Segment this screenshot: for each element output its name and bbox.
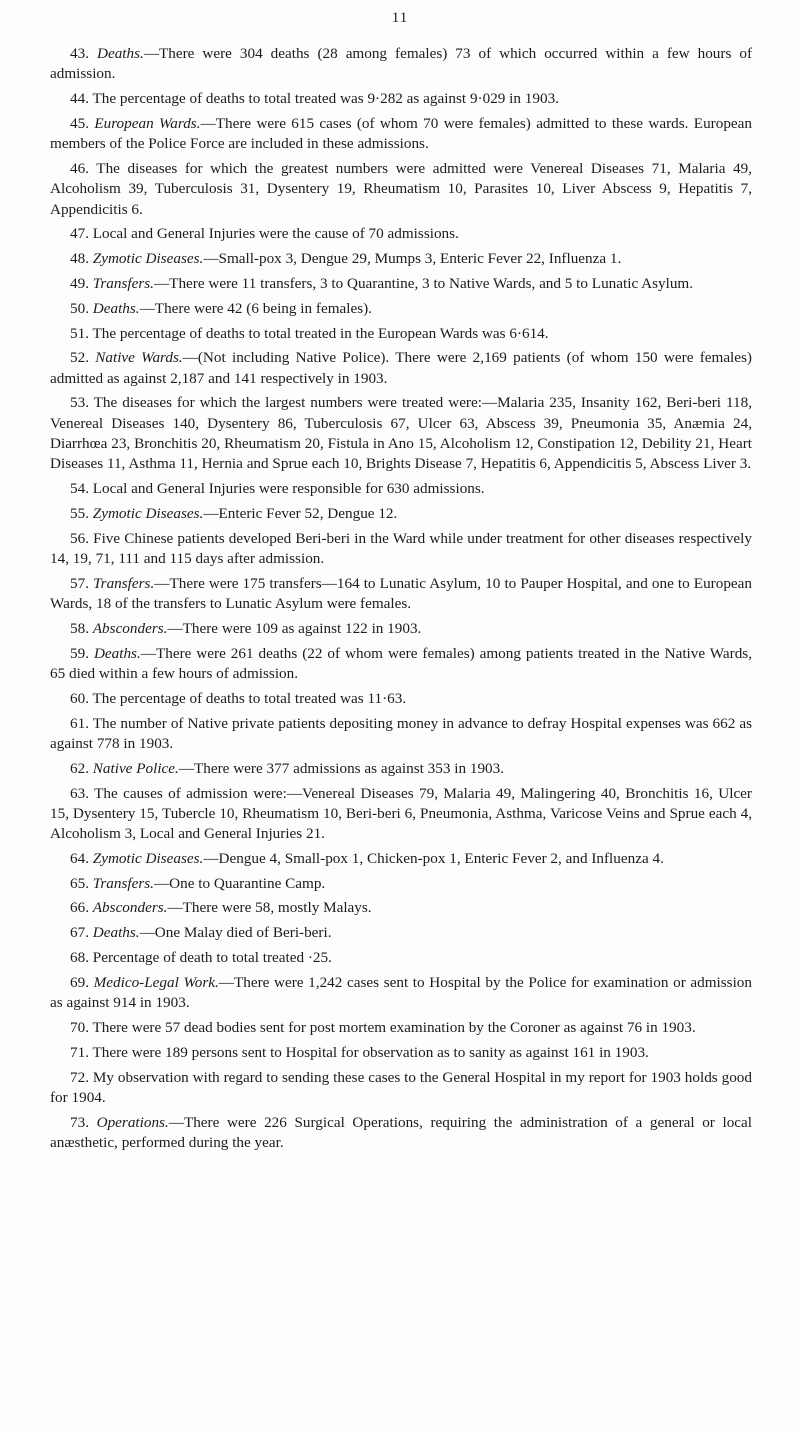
paragraph-number: 63. (70, 784, 89, 802)
paragraph-number: 61. (70, 714, 89, 732)
paragraph-text: The percentage of deaths to total treated was 9·282 as against 9·029 in 1903. (92, 90, 559, 108)
paragraph-text: There were 189 persons sent to Hospital for observation as to sanity as against 161 in 1903. (92, 1043, 649, 1061)
paragraph-text: There were 57 dead bodies sent for post mortem examination by the Coroner as against 76 in 1903. (92, 1018, 696, 1036)
paragraph (50, 898, 752, 918)
section-heading: Deaths. (96, 45, 144, 62)
paragraph-number: 45. (70, 114, 89, 132)
paragraph-number: 59. (70, 644, 89, 662)
paragraph-number: 51. (70, 324, 89, 342)
paragraph (50, 159, 752, 220)
paragraph-text: Percentage of death to total treated ·25. (92, 949, 332, 967)
section-heading: Absconders. (92, 619, 168, 637)
paragraph (50, 574, 752, 615)
paragraph (50, 324, 752, 344)
section-heading: Zymotic Diseases. (92, 849, 204, 867)
page-number: 11 (391, 10, 409, 26)
paragraph-number: 49. (70, 274, 89, 292)
paragraph-number: 52. (70, 349, 89, 367)
paragraph-number: 69. (70, 973, 89, 991)
paragraph (50, 849, 752, 869)
section-heading: Medico-Legal Work. (93, 973, 219, 991)
section-heading: Native Wards. (95, 349, 183, 367)
paragraph-text: —There were 11 transfers, 3 to Quarantine, 3 to Native Wards, and 5 to Lunatic Asylum. (153, 274, 694, 292)
paragraph (50, 644, 752, 685)
paragraph-number: 67. (70, 924, 89, 942)
section-heading: Transfers. (92, 874, 154, 892)
paragraph-text: —There were 304 deaths (28 among females) 73 of which occurred within a few hours of admission. (50, 45, 753, 83)
paragraph-number: 58. (70, 619, 89, 637)
paragraph (50, 479, 752, 499)
report-body (50, 44, 752, 1158)
paragraph (50, 1043, 752, 1063)
section-heading: Deaths. (92, 299, 140, 317)
paragraph-text: The percentage of deaths to total treated was 11·63. (92, 689, 407, 707)
section-heading: Native Police. (92, 759, 179, 777)
section-heading: Deaths. (93, 644, 141, 662)
paragraph-number: 70. (70, 1018, 89, 1036)
section-heading: Transfers. (93, 574, 155, 592)
paragraph-text: —There were 261 deaths (22 of whom were females) among patients treated in the Native Wards, 65 died within a few hours of admission. (50, 644, 752, 683)
paragraph (50, 299, 752, 319)
paragraph (50, 114, 752, 155)
paragraph-text: The percentage of deaths to total treated in the European Wards was 6·614. (92, 324, 549, 342)
paragraph (50, 923, 752, 943)
paragraph (50, 874, 752, 894)
paragraph (50, 348, 752, 389)
paragraph-number: 68. (70, 949, 89, 967)
paragraph-number: 44. (70, 90, 89, 108)
paragraph-text: —Enteric Fever 52, Dengue 12. (203, 504, 398, 522)
paragraph-number: 56. (70, 529, 89, 547)
paragraph (50, 1018, 752, 1038)
paragraph-number: 65. (70, 874, 89, 892)
section-heading: Absconders. (92, 899, 168, 917)
paragraph-text: The number of Native private patients depositing money in advance to defray Hospital expenses was 662 as against 778 in 1903. (50, 714, 752, 752)
paragraph-text: —There were 109 as against 122 in 1903. (167, 619, 422, 637)
paragraph-number: 53. (70, 394, 89, 412)
paragraph-text: —There were 58, mostly Malays. (167, 899, 372, 917)
paragraph-text: —One to Quarantine Camp. (153, 874, 326, 892)
section-heading: Zymotic Diseases. (92, 250, 204, 268)
paragraph (50, 784, 752, 845)
paragraph-text: The diseases for which the greatest numbers were admitted were Venereal Diseases 71, Malaria 49, Alcoholism 39, Tuberculosis 31, Dysentery 19, Rheumatism 10, Parasites 10, Liver Abscess 9, Hepatitis 7, Appendicitis 6. (50, 159, 752, 218)
paragraph-number: 48. (70, 250, 89, 268)
paragraph-text: Local and General Injuries were responsible for 630 admissions. (92, 480, 485, 498)
paragraph (50, 1068, 752, 1109)
section-heading: Operations. (96, 1113, 169, 1131)
paragraph-text: —Small-pox 3, Dengue 29, Mumps 3, Enteric Fever 22, Influenza 1. (203, 250, 622, 268)
paragraph (50, 224, 752, 244)
paragraph-text: —There were 175 transfers—164 to Lunatic Asylum, 10 to Pauper Hospital, and one to European Wards, 18 of the transfers to Lunatic Asylum were females. (50, 574, 752, 613)
paragraph (50, 714, 752, 755)
section-heading: Transfers. (92, 274, 154, 292)
paragraph-number: 64. (70, 849, 89, 867)
paragraph-text: Five Chinese patients developed Beri-beri in the Ward while under treatment for other diseases respectively 14, 19, 71, 111 and 115 days after admission. (50, 529, 752, 568)
paragraph (50, 249, 752, 269)
paragraph-text: —(Not including Native Police). There were 2,169 patients (of whom 150 were females) admitted as against 2,187 and 141 respectively in 1903. (50, 349, 752, 387)
paragraph (50, 619, 752, 639)
paragraph-text: —There were 377 admissions as against 353 in 1903. (178, 759, 505, 777)
paragraph-number: 60. (70, 689, 89, 707)
section-heading: European Wards. (94, 114, 201, 132)
paragraph-text: —Dengue 4, Small-pox 1, Chicken-pox 1, Enteric Fever 2, and Influenza 4. (203, 849, 664, 867)
section-heading: Deaths. (92, 924, 140, 942)
paragraph (50, 274, 752, 294)
paragraph (50, 44, 752, 85)
paragraph-text: Local and General Injuries were the cause of 70 admissions. (92, 225, 459, 243)
paragraph (50, 393, 752, 474)
paragraph-number: 47. (70, 225, 89, 243)
section-heading: Zymotic Diseases. (92, 504, 204, 522)
paragraph-number: 72. (70, 1068, 89, 1086)
paragraph-number: 46. (70, 159, 89, 177)
paragraph-number: 62. (70, 759, 89, 777)
paragraph (50, 529, 752, 570)
paragraph-number: 57. (70, 574, 89, 592)
paragraph (50, 89, 752, 109)
paragraph-text: —There were 615 cases (of whom 70 were females) admitted to these wards. European members of the Police Force are included in these admissions. (50, 114, 752, 153)
paragraph-text: —There were 1,242 cases sent to Hospital by the Police for examination or admission as against 914 in 1903. (50, 973, 752, 1012)
paragraph (50, 948, 752, 968)
paragraph-number: 71. (70, 1043, 89, 1061)
paragraph-text: —There were 226 Surgical Operations, requiring the administration of a general or local anæsthetic, performed during the year. (50, 1113, 753, 1151)
paragraph-text: My observation with regard to sending these cases to the General Hospital in my report for 1903 holds good for 1904. (50, 1068, 752, 1106)
paragraph (50, 504, 752, 524)
paragraph (50, 759, 752, 779)
paragraph (50, 1113, 752, 1154)
paragraph-number: 54. (70, 480, 89, 498)
paragraph-number: 50. (70, 299, 89, 317)
paragraph (50, 689, 752, 709)
paragraph-text: The causes of admission were:—Venereal Diseases 79, Malaria 49, Malingering 40, Bronchitis 16, Ulcer 15, Dysentery 15, Tubercle 10, Rheumatism 10, Beri-beri 6, Pneumonia, Asthma, Varicose Veins and Sprue each 4, Alcoholism 3, Local and General Injuries 21. (50, 784, 752, 843)
paragraph-text: —One Malay died of Beri-beri. (139, 924, 332, 942)
paragraph-number: 73. (70, 1113, 89, 1131)
paragraph-text: The diseases for which the largest numbers were treated were:—Malaria 235, Insanity 162, Beri-beri 118, Venereal Diseases 140, Dysentery 86, Tuberculosis 67, Ulcer 63, Abscess 39, Pneumonia 35, Anæmia 24, Diarrhœa 23, Bronchitis 20, Rheumatism 20, Fistula in Ano 15, Alcoholism 12, Constipation 12, Debility 21, Heart Diseases 11, Asthma 11, Hernia and Sprue each 10, Brights Disease 7, Hepatitis 6, Appendicitis 5, Abscess Liver 3. (50, 394, 752, 473)
paragraph (50, 973, 752, 1014)
paragraph-number: 43. (70, 45, 89, 62)
paragraph-number: 66. (70, 899, 89, 917)
paragraph-text: —There were 42 (6 being in females). (139, 299, 372, 317)
paragraph-number: 55. (70, 504, 89, 522)
